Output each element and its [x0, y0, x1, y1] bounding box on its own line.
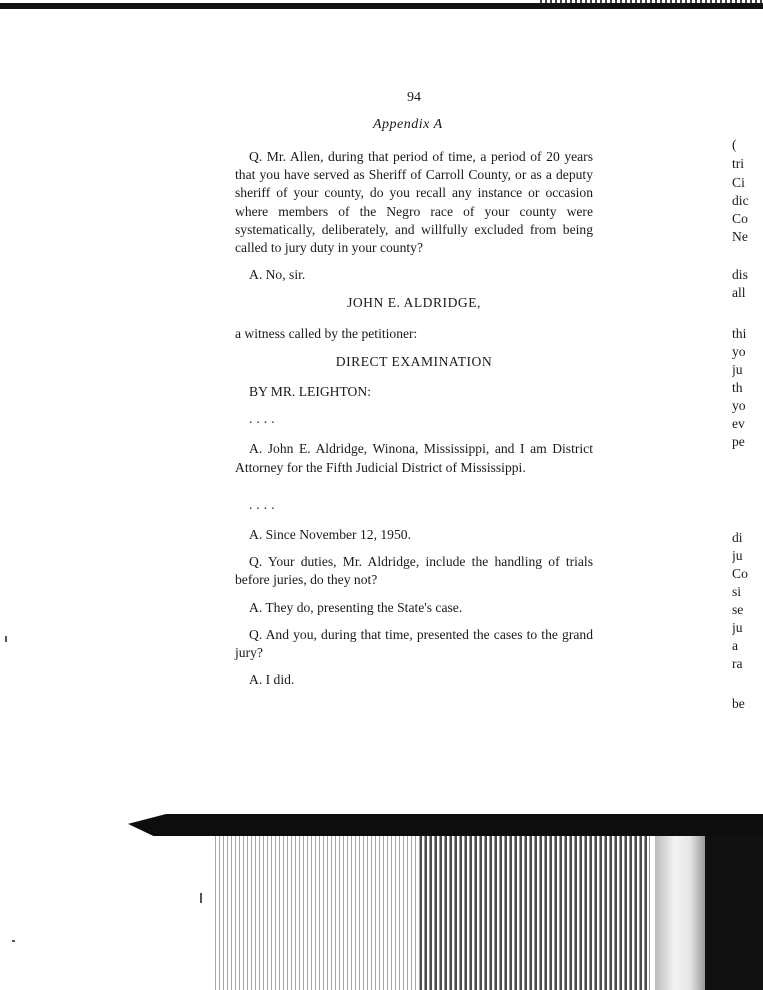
- facing-page-fragment: yo: [732, 344, 746, 359]
- facing-page-fragment: all: [732, 285, 746, 300]
- by-line: BY MR. LEIGHTON:: [249, 384, 371, 400]
- scan-top-edge: [0, 3, 763, 9]
- facing-page-fragment: Co: [732, 566, 748, 581]
- answer-paragraph: A. John E. Aldridge, Winona, Mississippi, and I am District Attorney for the Fifth Judicial District of Mississippi.: [235, 441, 593, 475]
- answer-paragraph: A. They do, presenting the State's case.: [249, 599, 463, 615]
- scan-bottom-edge: [128, 814, 763, 836]
- page-number: 94: [407, 90, 421, 105]
- witness-name: JOHN E. ALDRIDGE,: [347, 295, 481, 311]
- facing-page-fragment: be: [732, 696, 745, 711]
- witness-intro: a witness called by the petitioner:: [235, 325, 418, 341]
- facing-page-fragment: thi: [732, 326, 747, 341]
- page-body: [235, 148, 593, 698]
- question-paragraph: Q. And you, during that time, presented the cases to the grand jury?: [235, 626, 593, 661]
- scan-top-dots: [540, 0, 763, 3]
- ellipsis-marker: ....: [249, 411, 279, 427]
- answer-paragraph: A. I did.: [249, 672, 295, 688]
- scan-speck: [5, 636, 7, 642]
- ellipsis-marker: ....: [249, 496, 279, 512]
- facing-page-fragment: ev: [732, 416, 745, 431]
- facing-page-fragment: ju: [732, 620, 743, 635]
- scan-noise: [420, 836, 650, 990]
- facing-page-fragment: se: [732, 602, 744, 617]
- question-paragraph: Q. Mr. Allen, during that period of time, a period of 20 years that you have served as Sheriff of Carroll County, or as a deputy sheriff of your county, do you recall any instance or occasion where members of the Negro race of your county were systematically, deliberately, and willfully excluded from being called to jury duty in your county?: [235, 149, 593, 256]
- answer-paragraph: A. No, sir.: [249, 267, 306, 283]
- facing-page-fragment: dic: [732, 193, 749, 208]
- facing-page-fragment: di: [732, 530, 743, 545]
- facing-page-fragment: dis: [732, 267, 748, 282]
- facing-page-fragment: yo: [732, 398, 746, 413]
- facing-page-fragment: si: [732, 584, 742, 599]
- question-paragraph: Q. Your duties, Mr. Aldridge, include the handling of trials before juries, do they not?: [235, 554, 593, 588]
- scan-speck: [12, 940, 15, 942]
- scan-noise: [215, 836, 420, 990]
- facing-page-fragment: a: [732, 638, 739, 653]
- running-head: Appendix A: [373, 117, 443, 132]
- exam-heading: DIRECT EXAMINATION: [335, 353, 493, 369]
- facing-page-fragment: th: [732, 380, 743, 395]
- scan-edge-shadow: [705, 836, 763, 990]
- facing-page-fragment: pe: [732, 434, 745, 449]
- facing-page-fragment: Ci: [732, 175, 745, 190]
- answer-paragraph: A. Since November 12, 1950.: [249, 527, 411, 543]
- facing-page-fragment: ju: [732, 362, 743, 377]
- facing-page-fragment: tri: [732, 156, 745, 171]
- scan-speck: [200, 893, 202, 903]
- facing-page-fragment: ra: [732, 656, 743, 671]
- facing-page-fragment: Ne: [732, 229, 748, 244]
- facing-page-fragment: ju: [732, 548, 743, 563]
- scan-edge-highlight: [655, 836, 705, 990]
- facing-page-fragment: Co: [732, 211, 748, 226]
- facing-page-fragment: (: [732, 137, 737, 152]
